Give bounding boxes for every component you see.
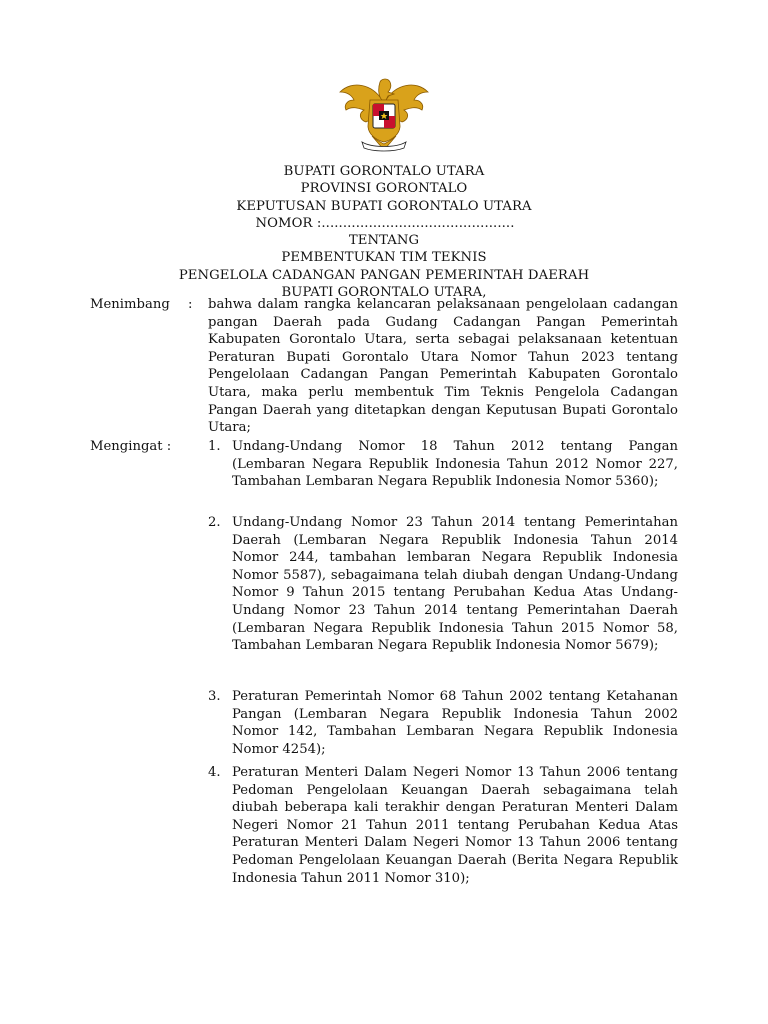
menimbang-label: Menimbang [90, 297, 170, 312]
list-item [208, 438, 678, 491]
garuda-emblem-icon [338, 78, 430, 154]
list-item [208, 688, 678, 758]
header-subject-1: PEMBENTUKAN TIM TEKNIS [281, 250, 487, 266]
header-issuer: BUPATI GORONTALO UTARA, [281, 285, 487, 301]
menimbang-text: bahwa dalam rangka kelancaran pelaksanaan pengelolaan cadangan pangan Daerah pada Gudang Cadangan Pangan Pemerintah Kabupaten Gorontalo Utara, serta sebagai pelaksanaan ketentuan Peraturan Bupati Gorontalo Utara Nomor Tahun 2023 tentang Pengelolaan Cadangan Pangan Pemerintah Kabupaten Gorontalo Utara, maka perlu membentuk Tim Teknis Pengelola Cadangan Pangan Daerah yang ditetapkan dengan Keputusan Bupati Gorontalo Utara; [208, 297, 678, 436]
header-number: NOMOR :............................................. [255, 215, 515, 231]
list-item [208, 764, 678, 887]
mengingat-list [208, 438, 678, 886]
header-about: TENTANG [348, 233, 420, 249]
list-item [208, 514, 678, 655]
header-province: PROVINSI GORONTALO [300, 181, 468, 197]
list-item-text: Undang-Undang Nomor 23 Tahun 2014 tentang Pemerintahan Daerah (Lembaran Negara Republik Indonesia Tahun 2014 Nomor 244, tambahan lembaran Negara Republik Indonesia Nomor 5587), sebagaimana telah diubah dengan Undang-Undang Nomor 9 Tahun 2015 tentang Perubahan Kedua Atas Undang-Undang Nomor 23 Tahun 2014 tentang Pemerintahan Daerah (Lembaran Negara Republik Indonesia Tahun 2015 Nomor 58, Tambahan Lembaran Negara Republik Indonesia Nomor 5679); [232, 515, 678, 654]
list-item-number: 1. [208, 439, 221, 454]
list-item-text: Undang-Undang Nomor 18 Tahun 2012 tentang Pangan (Lembaran Negara Republik Indonesia Tahun 2012 Nomor 227, Tambahan Lembaran Negara Republik Indonesia Nomor 5360); [232, 439, 678, 490]
menimbang-colon: : [188, 297, 193, 312]
list-item-number: 4. [208, 765, 221, 780]
header-subject-2: PENGELOLA CADANGAN PANGAN PEMERINTAH DAERAH [178, 267, 590, 283]
list-item-number: 3. [208, 689, 221, 704]
list-item-text: Peraturan Pemerintah Nomor 68 Tahun 2002 tentang Ketahanan Pangan (Lembaran Negara Republik Indonesia Tahun 2002 Nomor 142, Tambahan Lembaran Negara Republik Indonesia Nomor 4254); [232, 689, 678, 757]
list-item-text: Peraturan Menteri Dalam Negeri Nomor 13 Tahun 2006 tentang Pedoman Pengelolaan Keuangan Daerah sebagaimana telah diubah beberapa kali terakhir dengan Peraturan Menteri Dalam Negeri Nomor 21 Tahun 2011 tentang Perubahan Kedua Atas Peraturan Menteri Dalam Negeri Nomor 13 Tahun 2006 tentang Pedoman Pengelolaan Keuangan Daerah (Berita Negara Republik Indonesia Tahun 2011 Nomor 310); [232, 765, 678, 886]
header-decree-title: KEPUTUSAN BUPATI GORONTALO UTARA [236, 198, 532, 214]
mengingat-label: Mengingat : [90, 439, 172, 454]
document-header [0, 163, 768, 301]
list-item-number: 2. [208, 515, 221, 530]
header-regent-title: BUPATI GORONTALO UTARA [283, 164, 485, 179]
